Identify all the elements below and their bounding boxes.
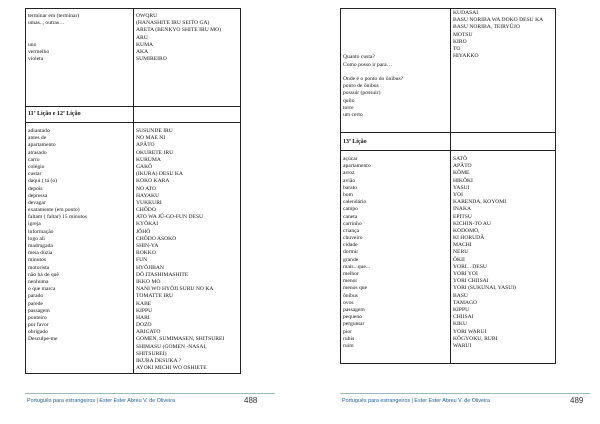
- table-cell: mais...que...: [343, 263, 371, 270]
- table-cell: SHIMASU (GOMEN -NASAI,: [136, 343, 207, 350]
- table-cell: depressa: [28, 192, 48, 199]
- table-cell: Quanto custa?: [343, 54, 375, 61]
- table-cell: rubis: [343, 335, 355, 342]
- table-cell: igreja: [28, 221, 41, 228]
- table-cell: CHÔDO: [136, 207, 156, 214]
- table-cell: ônibus: [343, 292, 358, 299]
- table-cell: carro: [28, 156, 40, 163]
- table-cell: [28, 35, 79, 42]
- table-cell: chuveiro: [343, 235, 363, 242]
- section-title: 13ª Lição: [343, 139, 367, 145]
- table-cell: KIPPU: [453, 306, 470, 313]
- table-cell: minutos: [28, 257, 47, 264]
- footer-rule: [25, 393, 275, 394]
- table-cell: APÂTO: [453, 163, 472, 170]
- table-cell: torre: [343, 104, 354, 111]
- table-cell: daqui ( tá (o): [28, 178, 58, 185]
- table-cell: parado: [28, 293, 44, 300]
- table-cell: devagar: [28, 199, 46, 206]
- footer-text: Português para estrangeiros | Ester Ester Abreu V. de Oliveira: [27, 398, 176, 404]
- table-cell: KABE: [136, 300, 152, 307]
- table-cell: uno: [28, 41, 37, 48]
- right-page: [300, 0, 600, 424]
- table-cell: AKA: [136, 48, 149, 55]
- table-cell: parede: [28, 300, 43, 307]
- table-cell: JÔHÔ: [136, 228, 151, 235]
- pt-column: [343, 40, 403, 119]
- table-cell: [28, 27, 79, 34]
- table-cell: NERU: [453, 249, 469, 256]
- table-cell: HAYAKU: [136, 192, 160, 199]
- table-cell: ponteiro: [28, 314, 47, 321]
- table-cell: terminar em (terminar): [28, 13, 80, 19]
- table-cell: HIKÔKI: [453, 177, 473, 184]
- table-cell: KIRO: [453, 38, 467, 45]
- table-cell: KYÔKAI: [136, 221, 159, 228]
- table-cell: ÔKII: [453, 256, 465, 263]
- table-cell: violeta: [28, 56, 44, 63]
- table-cell: SATÔ: [453, 156, 467, 162]
- table-cell: logo ali: [28, 235, 45, 242]
- footer-text: Português para estrangeiros | Ester Ester Abreu V. de Oliveira: [342, 398, 491, 404]
- table-cell: Como posso ir para…: [343, 61, 393, 68]
- table-cell: calendário: [343, 199, 367, 206]
- table-cell: GOMEN, SUMIMASEN, SHITSUREI: [136, 336, 225, 343]
- table-cell: YORI (SUKUNAI, YASUI): [453, 285, 517, 292]
- table-cell: apartamento: [343, 163, 371, 170]
- table-cell: barato: [343, 184, 357, 191]
- table-cell: perguntar: [343, 321, 365, 328]
- table-cell: quilo: [343, 97, 355, 104]
- table-cell: informação: [28, 228, 54, 235]
- table-cell: SUSUNDE IRU: [136, 128, 173, 134]
- table-cell: GAKÔ: [136, 163, 153, 170]
- column-divider: [133, 8, 134, 374]
- table-cell: KUDASAI: [453, 10, 479, 16]
- table-cell: SHIN-YA: [136, 243, 159, 249]
- table-cell: FUN: [136, 257, 148, 264]
- section-divider: [25, 106, 241, 107]
- table-cell: possuir (possuir): [343, 90, 381, 97]
- table-cell: CHIISAI: [453, 314, 474, 321]
- table-cell: TOMATTE IRU: [136, 293, 174, 300]
- table-cell: SHITSUREI): [136, 350, 167, 357]
- table-cell: BASU NORIBA, TEIRYÛJO: [453, 24, 520, 31]
- table-cell: (HANASHITE IRU SEITO GA): [136, 20, 210, 27]
- table-cell: passagem: [28, 307, 50, 314]
- table-cell: KOKO KARA: [136, 178, 170, 185]
- table-cell: DÔ ITASHIMASHITE: [136, 271, 189, 278]
- table-cell: YOI: [453, 191, 463, 198]
- table-cell: apartamento: [28, 142, 56, 149]
- table-cell: KODOMO,: [453, 227, 480, 234]
- table-cell: passagem: [343, 306, 365, 313]
- table-cell: Desculpe-me: [28, 336, 58, 343]
- table-cell: não há de quê: [28, 271, 59, 278]
- table-cell: KÔME: [453, 170, 470, 177]
- table-cell: WARUI: [453, 342, 472, 349]
- table-cell: HARI: [136, 314, 150, 321]
- pt-column: [343, 156, 371, 350]
- section-title: 11ª Lição e 12ª Lição: [28, 111, 81, 117]
- table-cell: NO MAE NI: [136, 135, 166, 142]
- table-cell: melhor: [343, 271, 359, 277]
- table-cell: (IKURA) DESU KA: [136, 171, 183, 178]
- table-cell: depois: [28, 185, 43, 192]
- table-cell: KURUMA: [136, 156, 161, 163]
- jp-column: [453, 156, 516, 350]
- table-cell: KIKU: [453, 321, 467, 328]
- table-cell: umas.., outras…: [28, 20, 65, 27]
- footer-rule: [340, 393, 590, 394]
- table-cell: DOZO: [136, 322, 152, 329]
- table-cell: antes de: [28, 135, 47, 142]
- table-cell: YORI... DESU: [453, 263, 487, 270]
- table-cell: OKURETE IRU: [136, 149, 174, 156]
- table-cell: custar: [28, 171, 42, 178]
- table-cell: ponto de ônibus: [343, 83, 379, 90]
- table-cell: IKKO MO: [136, 278, 161, 285]
- table-cell: IKURA DESUKA ?: [136, 358, 182, 364]
- table-cell: dormir: [343, 249, 359, 256]
- table-cell: BASU: [453, 292, 468, 299]
- table-cell: SUMIREIRO: [136, 56, 167, 63]
- table-cell: avião: [343, 177, 356, 184]
- section-divider: [25, 122, 241, 123]
- table-cell: APÂTO: [136, 142, 155, 149]
- table-cell: ARU: [136, 34, 148, 41]
- table-cell: [343, 40, 403, 47]
- table-cell: pior: [343, 328, 353, 335]
- table-cell: menor: [343, 278, 358, 285]
- table-cell: atrasado: [28, 149, 47, 156]
- table-cell: KICHIN-TO AU: [453, 220, 491, 227]
- table-cell: KÔGYOKU, RUBI: [453, 335, 498, 342]
- table-cell: Onde é o ponto do ônibus?: [343, 75, 404, 82]
- table-cell: açúcar: [343, 156, 358, 162]
- table-cell: menos que: [343, 285, 368, 292]
- table-cell: YASUI: [453, 184, 470, 191]
- table-cell: campo: [343, 206, 358, 213]
- table-cell: criança: [343, 227, 360, 234]
- table-cell: NANI WO HYÔJI SURU NO KA: [136, 286, 214, 293]
- pt-column: [28, 13, 79, 63]
- table-cell: BASU NORIBA WA DOKO DESU KA: [453, 17, 544, 24]
- table-cell: KIPPU: [136, 307, 153, 314]
- table-cell: faltam ( faltar) 15 minutos: [28, 214, 88, 221]
- table-cell: KI HORUDÂ: [453, 235, 485, 242]
- table-cell: por favor: [28, 322, 49, 329]
- section-divider: [340, 150, 556, 151]
- table-cell: ARIGATO: [136, 329, 161, 336]
- table-cell: NO ATO: [136, 185, 156, 192]
- table-cell: bom: [343, 191, 353, 198]
- table-cell: KARENDA, KOYOMI: [453, 199, 507, 206]
- table-cell: YORI WARUI: [453, 328, 487, 335]
- table-cell: YUKKURI: [136, 199, 162, 206]
- table-cell: o que marca: [28, 286, 56, 293]
- table-cell: [343, 69, 403, 76]
- jp-column: [136, 13, 221, 63]
- jp-column: [453, 10, 543, 60]
- table-cell: EPITSU: [453, 213, 472, 220]
- table-cell: MOTSU: [453, 31, 473, 38]
- section-divider: [340, 132, 556, 133]
- table-cell: TAMAGO: [453, 299, 478, 306]
- table-cell: obrigado: [28, 329, 48, 336]
- table-cell: ruim: [343, 342, 354, 349]
- table-cell: YORI CHIISAI: [453, 278, 489, 285]
- table-cell: um certo: [343, 111, 363, 118]
- table-cell: cidade: [343, 242, 358, 249]
- jp-column: [136, 128, 224, 372]
- table-cell: INAKA: [453, 206, 472, 213]
- table-cell: ARETA (BENKYO SHITE IRU MO): [136, 27, 222, 34]
- table-cell: exatamente (em ponto): [28, 207, 80, 214]
- table-cell: YORI YOI: [453, 271, 478, 277]
- table-cell: vermelho: [28, 48, 50, 55]
- pt-column: [28, 128, 87, 344]
- table-cell: TO: [453, 45, 461, 52]
- table-cell: pequeno: [343, 314, 362, 321]
- table-cell: carrinho: [343, 220, 362, 227]
- table-cell: caneta: [343, 213, 358, 220]
- page-number: 489: [570, 396, 584, 405]
- column-divider: [450, 8, 451, 364]
- table-cell: ROKKO: [136, 250, 156, 257]
- table-cell: motorista: [28, 264, 50, 271]
- table-cell: [343, 47, 403, 54]
- table-cell: colégio: [28, 163, 45, 170]
- table-cell: arroz: [343, 170, 355, 177]
- table-cell: HYÔJIBAN: [136, 264, 164, 271]
- table-cell: ovos: [343, 299, 354, 306]
- table-cell: grande: [343, 256, 359, 263]
- page-number: 488: [244, 396, 258, 405]
- table-cell: adiantado: [28, 128, 50, 134]
- table-cell: CHÔDO ASOKO: [136, 235, 177, 242]
- table-cell: KUMA: [136, 41, 154, 48]
- table-cell: ATO WA JÛ-GO-FUN DESU: [136, 214, 204, 221]
- table-cell: madrugada: [28, 243, 53, 249]
- table-cell: MACHI: [453, 242, 472, 249]
- table-cell: AYOKI MICHI WO OSHIETE: [136, 365, 207, 372]
- table-cell: meia dúzia: [28, 250, 53, 257]
- table-cell: nenhuma: [28, 278, 49, 285]
- table-cell: HIYAKKO: [453, 53, 479, 60]
- table-cell: OWQRU: [136, 13, 158, 19]
